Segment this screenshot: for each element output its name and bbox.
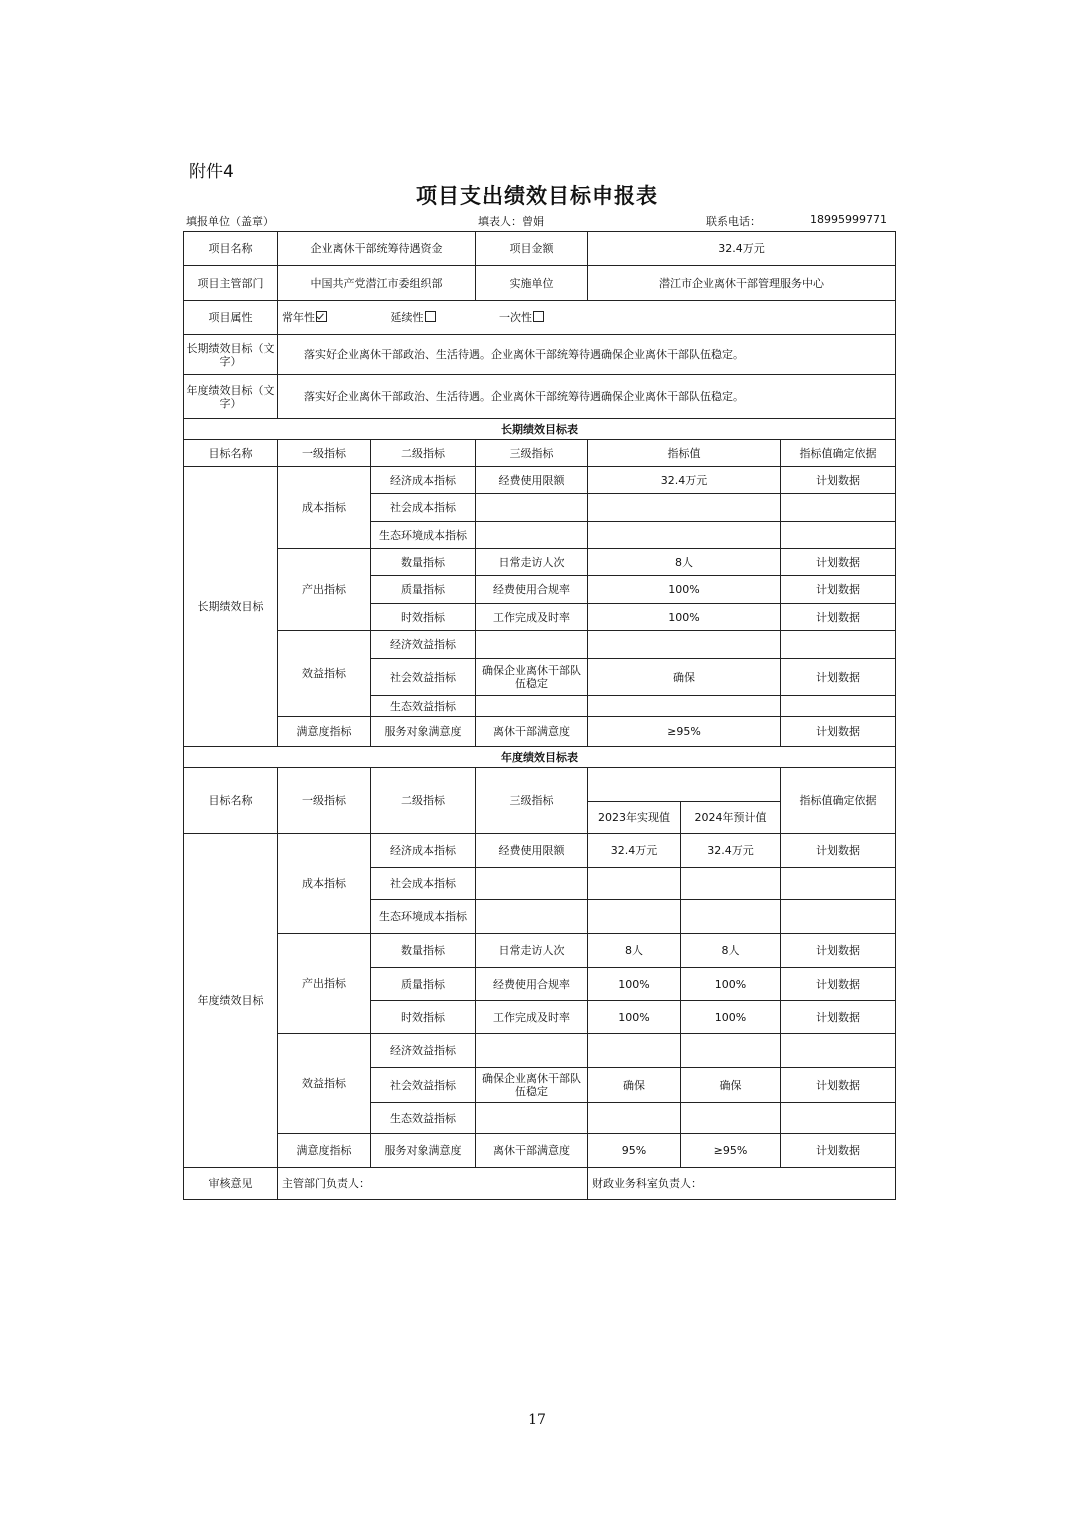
long-table-row xyxy=(184,631,896,659)
row-attr xyxy=(184,301,896,335)
long-basis: 计划数据 xyxy=(781,659,896,696)
long-table-row xyxy=(184,549,896,576)
long-level1: 效益指标 xyxy=(278,631,371,717)
long-value: 32.4万元 xyxy=(588,467,781,494)
review-row xyxy=(184,1168,896,1200)
year-value-2024 xyxy=(681,868,781,900)
dept-value: 中国共产党潜江市委组织部 xyxy=(278,266,476,301)
year-level3: 离休干部满意度 xyxy=(476,1134,588,1168)
long-table-row xyxy=(184,467,896,494)
year-level3: 工作完成及时率 xyxy=(476,1001,588,1034)
year-basis xyxy=(781,1034,896,1068)
year-value-2023 xyxy=(588,1034,681,1068)
year-level3: 经费使用限额 xyxy=(476,834,588,868)
unit-label: 填报单位（盖章） xyxy=(186,215,274,228)
page-number: 17 xyxy=(528,1412,546,1428)
year-header-blank xyxy=(588,768,781,802)
project-name-value: 企业离休干部统筹待遇资金 xyxy=(278,232,476,266)
year-section-title: 年度绩效目标表 xyxy=(184,747,896,768)
year-basis xyxy=(781,900,896,934)
year-basis: 计划数据 xyxy=(781,968,896,1001)
long-level2: 经济成本指标 xyxy=(371,467,476,494)
long-basis xyxy=(781,522,896,549)
long-value xyxy=(588,631,781,659)
year-basis: 计划数据 xyxy=(781,834,896,868)
year-level3 xyxy=(476,868,588,900)
row-project-name xyxy=(184,232,896,266)
long-level3 xyxy=(476,494,588,522)
review-label: 审核意见 xyxy=(184,1168,278,1200)
long-level3: 确保企业离休干部队伍稳定 xyxy=(476,659,588,696)
year-goal-name: 年度绩效目标 xyxy=(184,834,278,1168)
page-title: 项目支出绩效目标申报表 xyxy=(416,183,658,208)
attachment-label: 附件4 xyxy=(189,162,234,182)
year-header-cell: 指标值确定依据 xyxy=(781,768,896,834)
year-basis: 计划数据 xyxy=(781,934,896,968)
year-level3 xyxy=(476,1103,588,1134)
year-header-cell: 2024年预计值 xyxy=(681,802,781,834)
project-name-label: 项目名称 xyxy=(184,232,278,266)
long-section-title: 长期绩效目标表 xyxy=(184,419,896,440)
long-header-cell: 三级指标 xyxy=(476,440,588,467)
year-level2: 质量指标 xyxy=(371,968,476,1001)
checkbox-checked-icon xyxy=(316,311,327,322)
year-table-row xyxy=(184,934,896,968)
year-goal-text: 落实好企业离休干部政治、生活待遇。企业离休干部统筹待遇确保企业离休干部队伍稳定。 xyxy=(278,375,896,419)
long-level1: 满意度指标 xyxy=(278,717,371,747)
long-level2: 服务对象满意度 xyxy=(371,717,476,747)
long-basis: 计划数据 xyxy=(781,467,896,494)
review-dept-head: 主管部门负责人： xyxy=(278,1168,588,1200)
long-level2: 经济效益指标 xyxy=(371,631,476,659)
performance-table xyxy=(183,231,895,1200)
year-value-2023: 100% xyxy=(588,1001,681,1034)
year-level1: 满意度指标 xyxy=(278,1134,371,1168)
attr-option-once[interactable]: 一次性 xyxy=(499,311,544,324)
year-value-2023: 32.4万元 xyxy=(588,834,681,868)
long-level2: 数量指标 xyxy=(371,549,476,576)
long-table-row xyxy=(184,717,896,747)
year-level2: 数量指标 xyxy=(371,934,476,968)
long-level3: 离休干部满意度 xyxy=(476,717,588,747)
year-level2: 服务对象满意度 xyxy=(371,1134,476,1168)
year-level2: 社会效益指标 xyxy=(371,1068,476,1103)
year-value-2023: 100% xyxy=(588,968,681,1001)
long-header-cell: 二级指标 xyxy=(371,440,476,467)
attr-option-annual[interactable]: 常年性 xyxy=(282,311,327,324)
year-level3: 确保企业离休干部队伍稳定 xyxy=(476,1068,588,1103)
long-basis: 计划数据 xyxy=(781,549,896,576)
year-level2: 生态环境成本指标 xyxy=(371,900,476,934)
year-basis xyxy=(781,1103,896,1134)
year-value-2023 xyxy=(588,900,681,934)
long-value: 100% xyxy=(588,604,781,631)
year-value-2023: 8人 xyxy=(588,934,681,968)
long-level1: 产出指标 xyxy=(278,549,371,631)
year-value-2023: 确保 xyxy=(588,1068,681,1103)
year-value-2023 xyxy=(588,868,681,900)
attr-options xyxy=(278,301,896,335)
year-value-2024 xyxy=(681,900,781,934)
long-level2: 时效指标 xyxy=(371,604,476,631)
long-section-row xyxy=(184,419,896,440)
year-level3: 日常走访人次 xyxy=(476,934,588,968)
year-value-2024: 100% xyxy=(681,1001,781,1034)
checkbox-empty-icon xyxy=(533,311,544,322)
long-level2: 生态效益指标 xyxy=(371,696,476,717)
long-level2: 生态环境成本指标 xyxy=(371,522,476,549)
attr-option-continuing[interactable]: 延续性 xyxy=(391,311,436,324)
long-value xyxy=(588,522,781,549)
year-level2: 经济效益指标 xyxy=(371,1034,476,1068)
attr-label: 项目属性 xyxy=(184,301,278,335)
long-header-cell: 目标名称 xyxy=(184,440,278,467)
review-finance-head: 财政业务科室负责人： xyxy=(588,1168,896,1200)
year-basis xyxy=(781,868,896,900)
long-level3: 经费使用限额 xyxy=(476,467,588,494)
year-value-2024 xyxy=(681,1034,781,1068)
long-basis xyxy=(781,631,896,659)
year-section-row xyxy=(184,747,896,768)
long-header-cell: 指标值确定依据 xyxy=(781,440,896,467)
row-year-goal xyxy=(184,375,896,419)
project-amount-label: 项目金额 xyxy=(476,232,588,266)
year-level3 xyxy=(476,1034,588,1068)
year-table-row xyxy=(184,834,896,868)
long-header-cell: 指标值 xyxy=(588,440,781,467)
long-level3 xyxy=(476,522,588,549)
impl-value: 潜江市企业离休干部管理服务中心 xyxy=(588,266,896,301)
year-header-cell: 2023年实现值 xyxy=(588,802,681,834)
year-basis: 计划数据 xyxy=(781,1134,896,1168)
long-basis xyxy=(781,696,896,717)
filler-label: 填表人：曾娟 xyxy=(478,215,544,228)
long-header-cell: 一级指标 xyxy=(278,440,371,467)
year-value-2024: 确保 xyxy=(681,1068,781,1103)
phone-label: 联系电话： xyxy=(706,215,761,228)
phone-number: 18995999771 xyxy=(810,213,887,226)
checkbox-empty-icon xyxy=(425,311,436,322)
long-level1: 成本指标 xyxy=(278,467,371,549)
long-value: ≥95% xyxy=(588,717,781,747)
long-value xyxy=(588,696,781,717)
long-level3: 经费使用合规率 xyxy=(476,576,588,604)
long-basis: 计划数据 xyxy=(781,717,896,747)
long-level2: 质量指标 xyxy=(371,576,476,604)
long-goal-label: 长期绩效目标（文字） xyxy=(184,335,278,375)
long-value: 100% xyxy=(588,576,781,604)
long-value xyxy=(588,494,781,522)
long-level3: 日常走访人次 xyxy=(476,549,588,576)
year-table-row xyxy=(184,1034,896,1068)
year-level1: 效益指标 xyxy=(278,1034,371,1134)
long-goal-name: 长期绩效目标 xyxy=(184,467,278,747)
year-table-row xyxy=(184,1134,896,1168)
year-level2: 生态效益指标 xyxy=(371,1103,476,1134)
year-level1: 成本指标 xyxy=(278,834,371,934)
year-level1: 产出指标 xyxy=(278,934,371,1034)
long-level2: 社会成本指标 xyxy=(371,494,476,522)
year-header-row xyxy=(184,768,896,802)
year-header-cell: 一级指标 xyxy=(278,768,371,834)
long-header-row xyxy=(184,440,896,467)
year-value-2024: ≥95% xyxy=(681,1134,781,1168)
long-value: 确保 xyxy=(588,659,781,696)
long-value: 8人 xyxy=(588,549,781,576)
year-value-2023: 95% xyxy=(588,1134,681,1168)
year-level2: 经济成本指标 xyxy=(371,834,476,868)
row-dept xyxy=(184,266,896,301)
long-level2: 社会效益指标 xyxy=(371,659,476,696)
long-level3 xyxy=(476,631,588,659)
year-goal-label: 年度绩效目标（文字） xyxy=(184,375,278,419)
impl-label: 实施单位 xyxy=(476,266,588,301)
year-level3: 经费使用合规率 xyxy=(476,968,588,1001)
row-long-goal xyxy=(184,335,896,375)
year-value-2024: 32.4万元 xyxy=(681,834,781,868)
year-basis: 计划数据 xyxy=(781,1068,896,1103)
year-level2: 时效指标 xyxy=(371,1001,476,1034)
year-value-2024: 100% xyxy=(681,968,781,1001)
year-value-2024: 8人 xyxy=(681,934,781,968)
long-basis: 计划数据 xyxy=(781,576,896,604)
year-basis: 计划数据 xyxy=(781,1001,896,1034)
long-basis xyxy=(781,494,896,522)
dept-label: 项目主管部门 xyxy=(184,266,278,301)
long-level3: 工作完成及时率 xyxy=(476,604,588,631)
project-amount-value: 32.4万元 xyxy=(588,232,896,266)
long-level3 xyxy=(476,696,588,717)
year-level3 xyxy=(476,900,588,934)
year-header-cell: 二级指标 xyxy=(371,768,476,834)
long-goal-text: 落实好企业离休干部政治、生活待遇。企业离休干部统筹待遇确保企业离休干部队伍稳定。 xyxy=(278,335,896,375)
year-level2: 社会成本指标 xyxy=(371,868,476,900)
year-value-2024 xyxy=(681,1103,781,1134)
year-header-cell: 三级指标 xyxy=(476,768,588,834)
long-basis: 计划数据 xyxy=(781,604,896,631)
year-header-cell: 目标名称 xyxy=(184,768,278,834)
year-value-2023 xyxy=(588,1103,681,1134)
